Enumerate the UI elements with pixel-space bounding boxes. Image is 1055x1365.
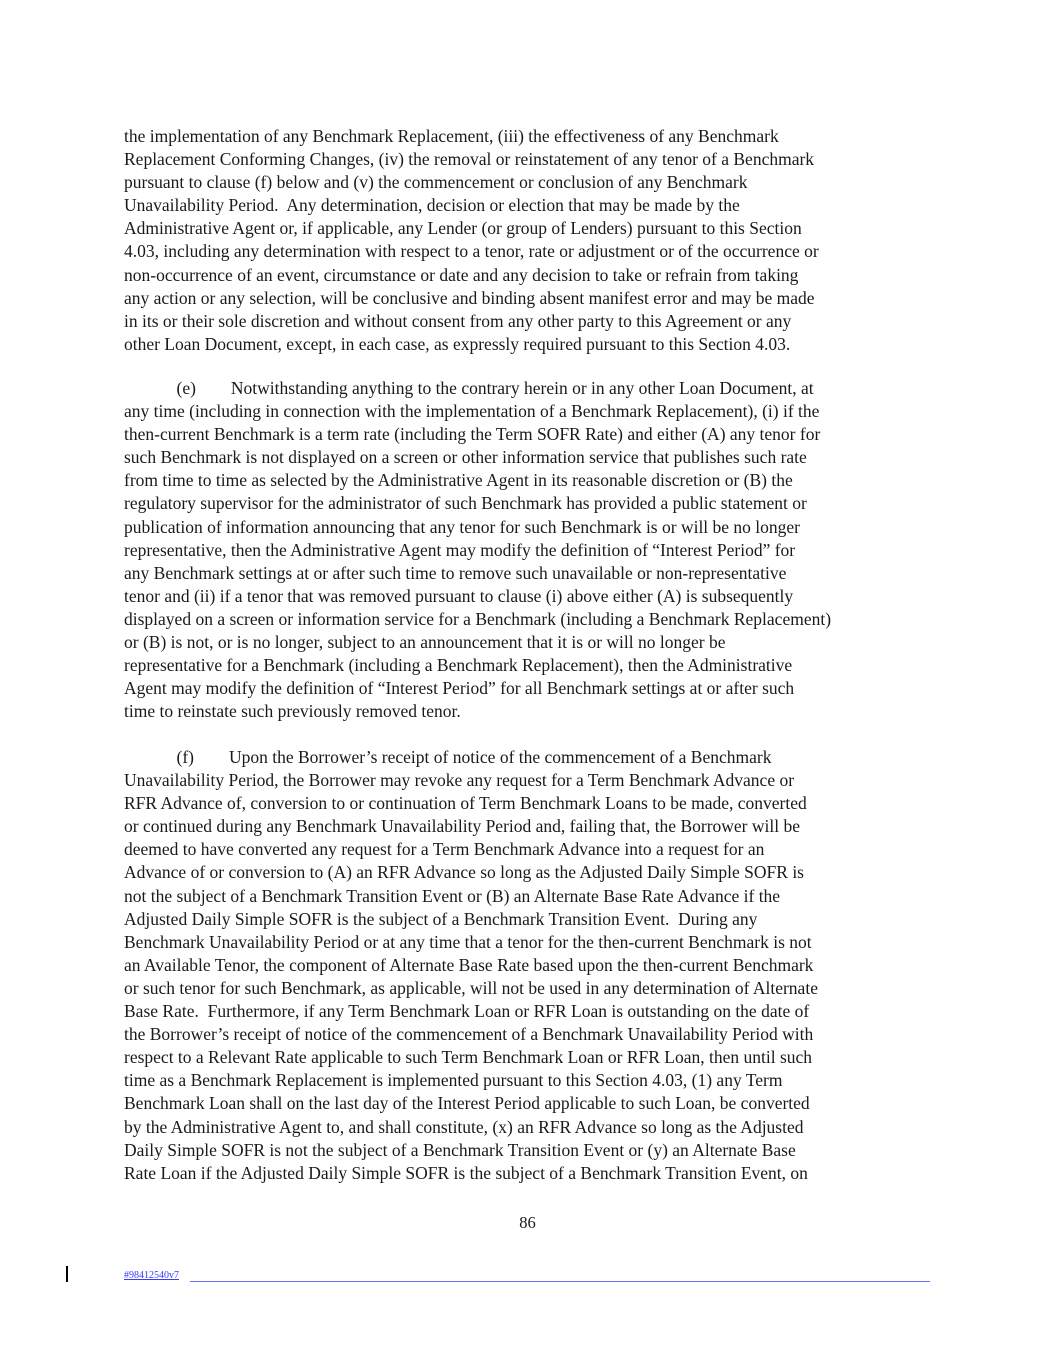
text-line: not the subject of a Benchmark Transition Event or (B) an Alternate Base Rate Advance if the [124,885,781,906]
paragraph-e [124,377,930,723]
footer-rule [190,1281,930,1282]
text-line: such Benchmark is not displayed on a screen or other information service that publishes such rate [124,447,807,468]
text-line: the implementation of any Benchmark Replacement, (iii) the effectiveness of any Benchmark [124,126,779,146]
text-line: Adjusted Daily Simple SOFR is the subject of a Benchmark Transition Event. During any [124,908,758,929]
text-line: or (B) is not, or is no longer, subject to an announcement that it is or will no longer be [124,632,726,653]
text-line: deemed to have converted any request for a Term Benchmark Advance into a request for an [124,839,765,860]
text-line: an Available Tenor, the component of Alternate Base Rate based upon the then-current Benchmark [124,954,814,975]
text-line: publication of information announcing that any tenor for such Benchmark is or will be no longer [124,516,801,537]
text-line: any action or any selection, will be conclusive and binding absent manifest error and may be made [124,287,815,308]
text-line: time as a Benchmark Replacement is implemented pursuant to this Section 4.03, (1) any Term [124,1070,783,1091]
text-line: (f) Upon the Borrower’s receipt of notice of the commencement of a Benchmark [124,747,772,767]
text-line: displayed on a screen or information service for a Benchmark (including a Benchmark Replacement) [124,608,832,629]
text-line: (e) Notwithstanding anything to the contrary herein or in any other Loan Document, at [124,378,814,398]
text-line: any Benchmark settings at or after such time to remove such unavailable or non-representative [124,562,787,583]
text-line: the Borrower’s receipt of notice of the commencement of a Benchmark Unavailability Period with [124,1024,814,1045]
text-line: time to reinstate such previously removed tenor. [124,701,461,722]
text-line: Replacement Conforming Changes, (iv) the removal or reinstatement of any tenor of a Benchmark [124,149,815,170]
revision-bar [66,1266,68,1282]
text-line: representative, then the Administrative Agent may modify the definition of “Interest Period” for [124,539,796,560]
text-line: regulatory supervisor for the administrator of such Benchmark has provided a public statement or [124,493,807,514]
paragraph-f [124,746,930,1185]
text-line: or such tenor for such Benchmark, as applicable, will not be used in any determination of Alternate [124,977,818,998]
text-line: from time to time as selected by the Administrative Agent in its reasonable discretion or (B) the [124,470,793,491]
text-line: pursuant to clause (f) below and (v) the commencement or conclusion of any Benchmark [124,172,748,193]
paragraph-continuation [124,125,930,356]
text-line: Benchmark Loan shall on the last day of the Interest Period applicable to such Loan, be converted [124,1093,810,1114]
text-line: Advance of or conversion to (A) an RFR Advance so long as the Adjusted Daily Simple SOFR is [124,862,804,883]
text-line: or continued during any Benchmark Unavailability Period and, failing that, the Borrower will be [124,816,801,837]
text-line: 4.03, including any determination with respect to a tenor, rate or adjustment or of the occurrence or [124,241,819,262]
text-line: Benchmark Unavailability Period or at any time that a tenor for the then-current Benchmark is not [124,931,812,952]
page-number: 86 [519,1213,536,1232]
text-line: Agent may modify the definition of “Interest Period” for all Benchmark settings at or after such [124,678,795,699]
document-id: #98412540v7 [124,1270,179,1281]
text-line: representative for a Benchmark (including a Benchmark Replacement), then the Administrative [124,655,793,676]
text-line: then-current Benchmark is a term rate (including the Term SOFR Rate) and either (A) any tenor for [124,424,821,445]
text-line: RFR Advance of, conversion to or continuation of Term Benchmark Loans to be made, converted [124,793,807,814]
text-line: Unavailability Period, the Borrower may revoke any request for a Term Benchmark Advance or [124,770,795,791]
text-line: other Loan Document, except, in each case, as expressly required pursuant to this Section 4.03. [124,333,791,354]
text-line: Unavailability Period. Any determination, decision or election that may be made by the [124,195,740,216]
text-line: non-occurrence of an event, circumstance or date and any decision to take or refrain from taking [124,264,799,285]
text-line: Base Rate. Furthermore, if any Term Benchmark Loan or RFR Loan is outstanding on the date of [124,1001,810,1022]
text-line: tenor and (ii) if a tenor that was removed pursuant to clause (i) above either (A) is subsequently [124,585,794,606]
text-line: in its or their sole discretion and without consent from any other party to this Agreement or any [124,310,792,331]
text-line: Rate Loan if the Adjusted Daily Simple SOFR is the subject of a Benchmark Transition Event, on [124,1162,808,1183]
text-line: Administrative Agent or, if applicable, any Lender (or group of Lenders) pursuant to this Section [124,218,802,239]
text-line: by the Administrative Agent to, and shall constitute, (x) an RFR Advance so long as the Adjusted [124,1116,804,1137]
text-line: respect to a Relevant Rate applicable to such Term Benchmark Loan or RFR Loan, then until such [124,1047,813,1068]
text-line: any time (including in connection with the implementation of a Benchmark Replacement), (i) if the [124,401,820,422]
text-line: Daily Simple SOFR is not the subject of a Benchmark Transition Event or (y) an Alternate Base [124,1139,796,1160]
